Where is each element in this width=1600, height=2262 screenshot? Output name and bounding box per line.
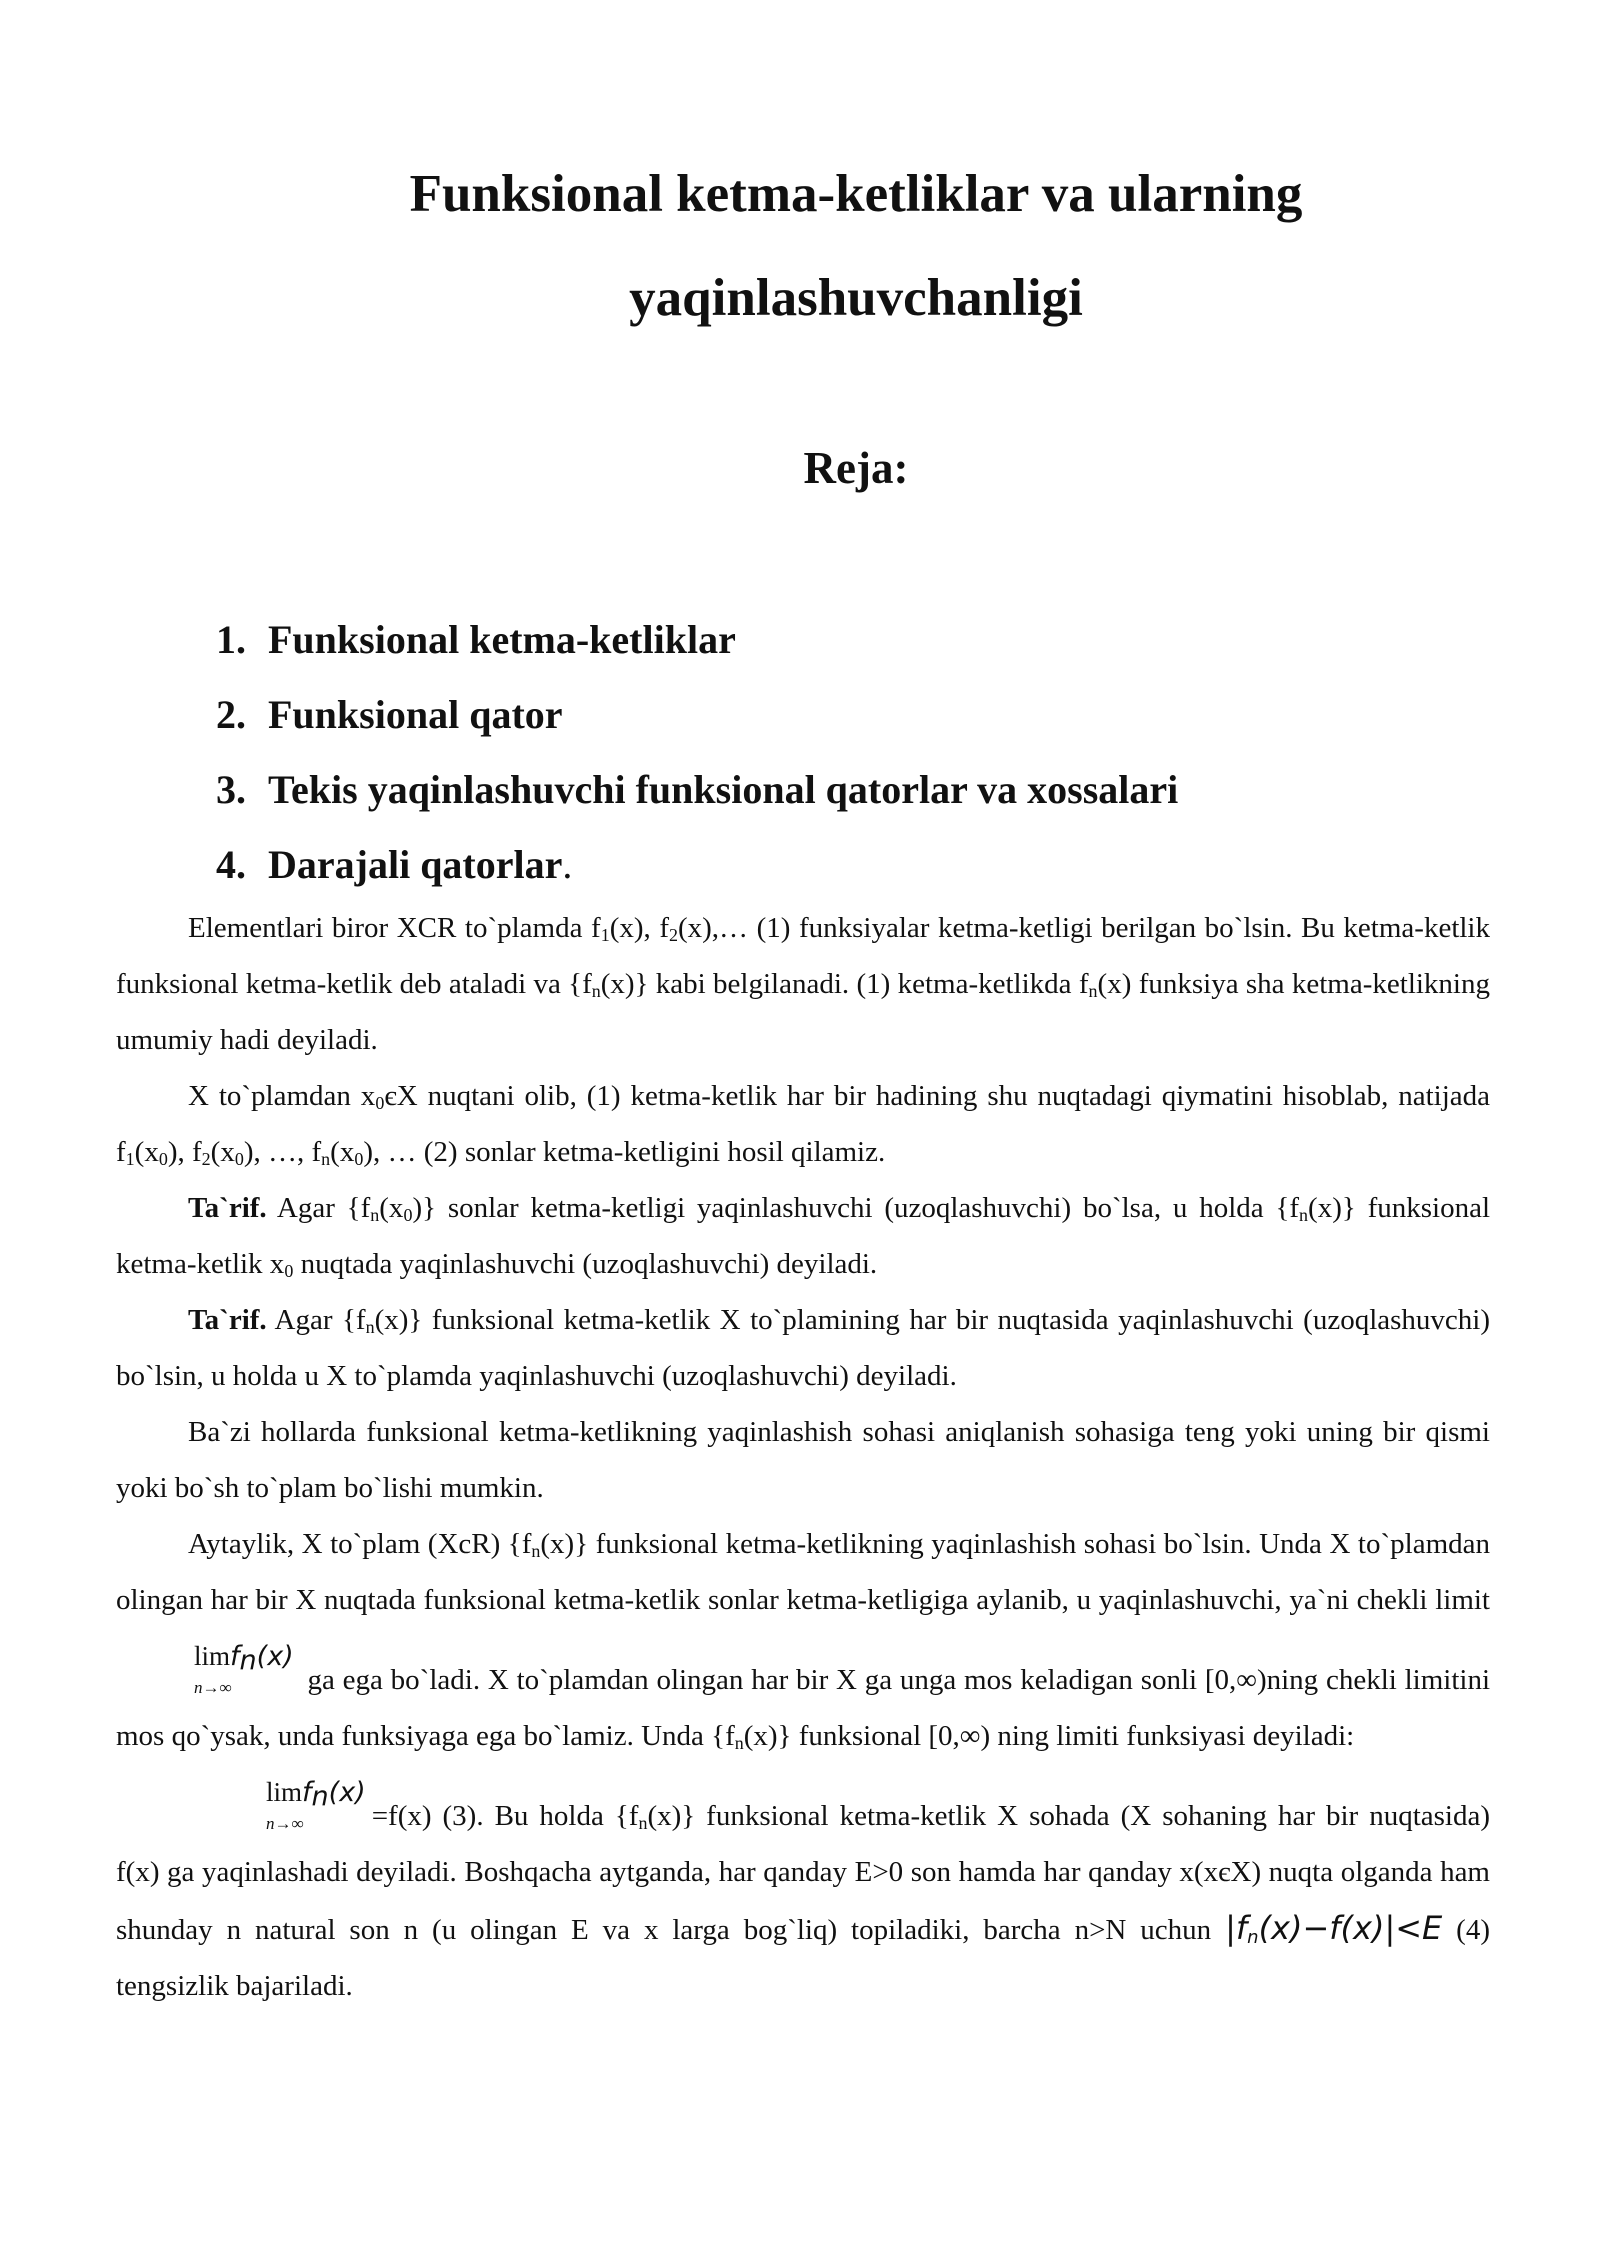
title-line-1: Funksional ketma-ketliklar va ularning <box>409 165 1303 223</box>
body-text <box>116 900 1490 2014</box>
text-run: (x <box>134 1136 159 1168</box>
lim-argument: (x) <box>256 1641 294 1672</box>
plan-item <box>216 752 1178 827</box>
paragraph-definition-set <box>116 1292 1490 1404</box>
lim-word: lim <box>194 1641 231 1671</box>
subscript: 0 <box>284 1261 294 1281</box>
text-run: (x) funksiya sha ketma-ketlikning umumiy hadi deyiladi. <box>116 968 1490 1056</box>
paragraph-definition-point <box>116 1180 1490 1292</box>
text-run: ), f <box>167 1136 202 1168</box>
text-run: Agar {f <box>266 1192 371 1224</box>
plan-item-number: 3. <box>216 767 246 812</box>
subscript: n <box>638 1813 648 1833</box>
subscript: 0 <box>354 1149 364 1169</box>
text-run: (x)} funksional [0,∞) ning limiti funksiyasi deyiladi: <box>743 1720 1355 1752</box>
subscript: n <box>321 1149 331 1169</box>
limit-formula <box>194 1764 366 1833</box>
text-run: ), …, f <box>243 1136 322 1168</box>
subscript: 0 <box>375 1093 385 1113</box>
text-run: (x)} funksional ketma-ketlikning yaqinlashish sohasi bo`lsin. Unda X to`plamdan olingan har bir X nuqtada funksional ketma-ketlik sonlar ketma-ketligiga aylanib, u yaqinlashuvchi, ya`ni chekli limit <box>116 1528 1490 1616</box>
plan-list <box>216 602 1178 902</box>
text-run: ga ega bo`ladi. X to`plamdan olingan har bir X ga unga mos keladigan sonli [0,∞)ning chekli limitini mos qo`ysak, unda funksiyaga ega bo`lamiz. Unda {f <box>116 1664 1491 1752</box>
title-line-2: yaqinlashuvchanligi <box>629 269 1083 327</box>
plan-item <box>216 602 1178 677</box>
lim-function: f <box>302 1777 312 1808</box>
subscript: 0 <box>234 1149 244 1169</box>
ineq-part: (x)−f(x)|<E <box>1258 1909 1443 1947</box>
document-title <box>116 142 1596 350</box>
subscript: 2 <box>201 1149 211 1169</box>
text-run: єX nuqtani olib, (1) ketma-ketlik har bir hadining shu nuqtadagi qiymatini hisoblab, natijada f <box>116 1080 1491 1168</box>
plan-item-number: 1. <box>216 617 246 662</box>
text-run: )} sonlar ketma-ketligi yaqinlashuvchi (uzoqlashuvchi) bo`lsa, u holda {f <box>412 1192 1300 1224</box>
lim-argument: (x) <box>328 1777 366 1808</box>
text-run: X to`plamdan x <box>188 1080 376 1112</box>
paragraph-sequence-definition <box>116 900 1490 1068</box>
text-run: (x)} kabi belgilanadi. (1) ketma-ketlikda f <box>600 968 1089 1000</box>
text-run: (x <box>379 1192 404 1224</box>
lim-function-index: n <box>311 1781 329 1812</box>
text-run: Aytaylik, X to`plam (XcR) {f <box>188 1528 532 1560</box>
text-run: =f(x) (3). Bu holda {f <box>371 1800 639 1832</box>
subscript: n <box>1088 981 1098 1001</box>
limit-formula <box>122 1628 294 1697</box>
subscript: n <box>591 981 601 1001</box>
subscript: n <box>531 1541 541 1561</box>
lim-subscript: n→∞ <box>194 1678 232 1697</box>
paragraph-point-values <box>116 1068 1490 1180</box>
plan-item-number: 2. <box>216 692 246 737</box>
plan-item-text: Funksional ketma-ketliklar <box>268 617 736 662</box>
text-run: nuqtada yaqinlashuvchi (uzoqlashuvchi) deyiladi. <box>293 1248 878 1280</box>
lim-function: f <box>230 1641 240 1672</box>
lim-subscript: n→∞ <box>266 1814 304 1833</box>
text-run: (x), f <box>609 912 669 944</box>
paragraph-limit-function <box>116 1516 1490 1764</box>
text-run: (x),… (1) funksiyalar ketma-ketligi berilgan bo`lsin. Bu ketma-ketlik funksional ketma-ketlik deb ataladi va {f <box>116 912 1490 1000</box>
text-run: (4) tengsizlik bajariladi. <box>116 1914 1490 2002</box>
subscript: n <box>370 1205 380 1225</box>
text-run: (x)} funksional ketma-ketlik X sohada (X sohaning har bir nuqtasida) f(x) ga yaqinlashadi deyiladi. Boshqacha aytganda, har qanday E>0 son hamda har qanday x(xєX) nuqta olganda ham shunday n natural son n (u olingan E va x larga bog`liq) topiladiki, barcha n>N uchun <box>116 1800 1490 1946</box>
plan-item <box>216 827 1178 902</box>
subscript: 2 <box>668 925 678 945</box>
subscript: 0 <box>403 1205 413 1225</box>
plan-item-tail: . <box>562 842 573 887</box>
ineq-part: |f <box>1225 1909 1248 1947</box>
plan-item-number: 4. <box>216 842 246 887</box>
definition-label: Ta`rif. <box>188 1192 267 1224</box>
subscript: 1 <box>600 925 610 945</box>
paragraph-pointwise-convergence <box>116 1764 1490 2014</box>
lim-word: lim <box>266 1777 303 1807</box>
text-run: Agar {f <box>266 1304 366 1336</box>
subscript: n <box>1299 1205 1309 1225</box>
ineq-subscript: n <box>1247 1927 1259 1948</box>
lim-function-index: n <box>239 1645 257 1676</box>
plan-item-text: Darajali qatorlar <box>268 842 563 887</box>
subscript: n <box>734 1733 744 1753</box>
text-run: (x)} funksional ketma-ketlik X to`plamining har bir nuqtasida yaqinlashuvchi (uzoqlashuvchi) bo`lsin, u holda u X to`plamda yaqinlashuvchi (uzoqlashuvchi) deyiladi. <box>116 1304 1490 1392</box>
paragraph-convergence-domain: Ba`zi hollarda funksional ketma-ketlikning yaqinlashish sohasi aniqlanish sohasiga teng yoki uning bir qismi yoki bo`sh to`plam bo`lishi mumkin. <box>116 1416 1490 1504</box>
plan-heading: Reja: <box>803 443 909 493</box>
definition-label: Ta`rif. <box>188 1304 267 1336</box>
plan-item-text: Tekis yaqinlashuvchi funksional qatorlar va xossalari <box>268 767 1179 812</box>
inequality-formula <box>1225 1909 1442 1947</box>
plan-item-text: Funksional qator <box>268 692 563 737</box>
text-run: (x <box>210 1136 235 1168</box>
text-run: Elementlari biror XCR to`plamda f <box>188 912 601 944</box>
subscript: n <box>365 1317 375 1337</box>
subscript: 0 <box>158 1149 168 1169</box>
subscript: 1 <box>125 1149 135 1169</box>
text-run: (x <box>330 1136 355 1168</box>
text-run: (x)} funksional ketma-ketlik x <box>116 1192 1491 1280</box>
plan-item <box>216 677 1178 752</box>
text-run: ), … (2) sonlar ketma-ketligini hosil qilamiz. <box>363 1136 886 1168</box>
